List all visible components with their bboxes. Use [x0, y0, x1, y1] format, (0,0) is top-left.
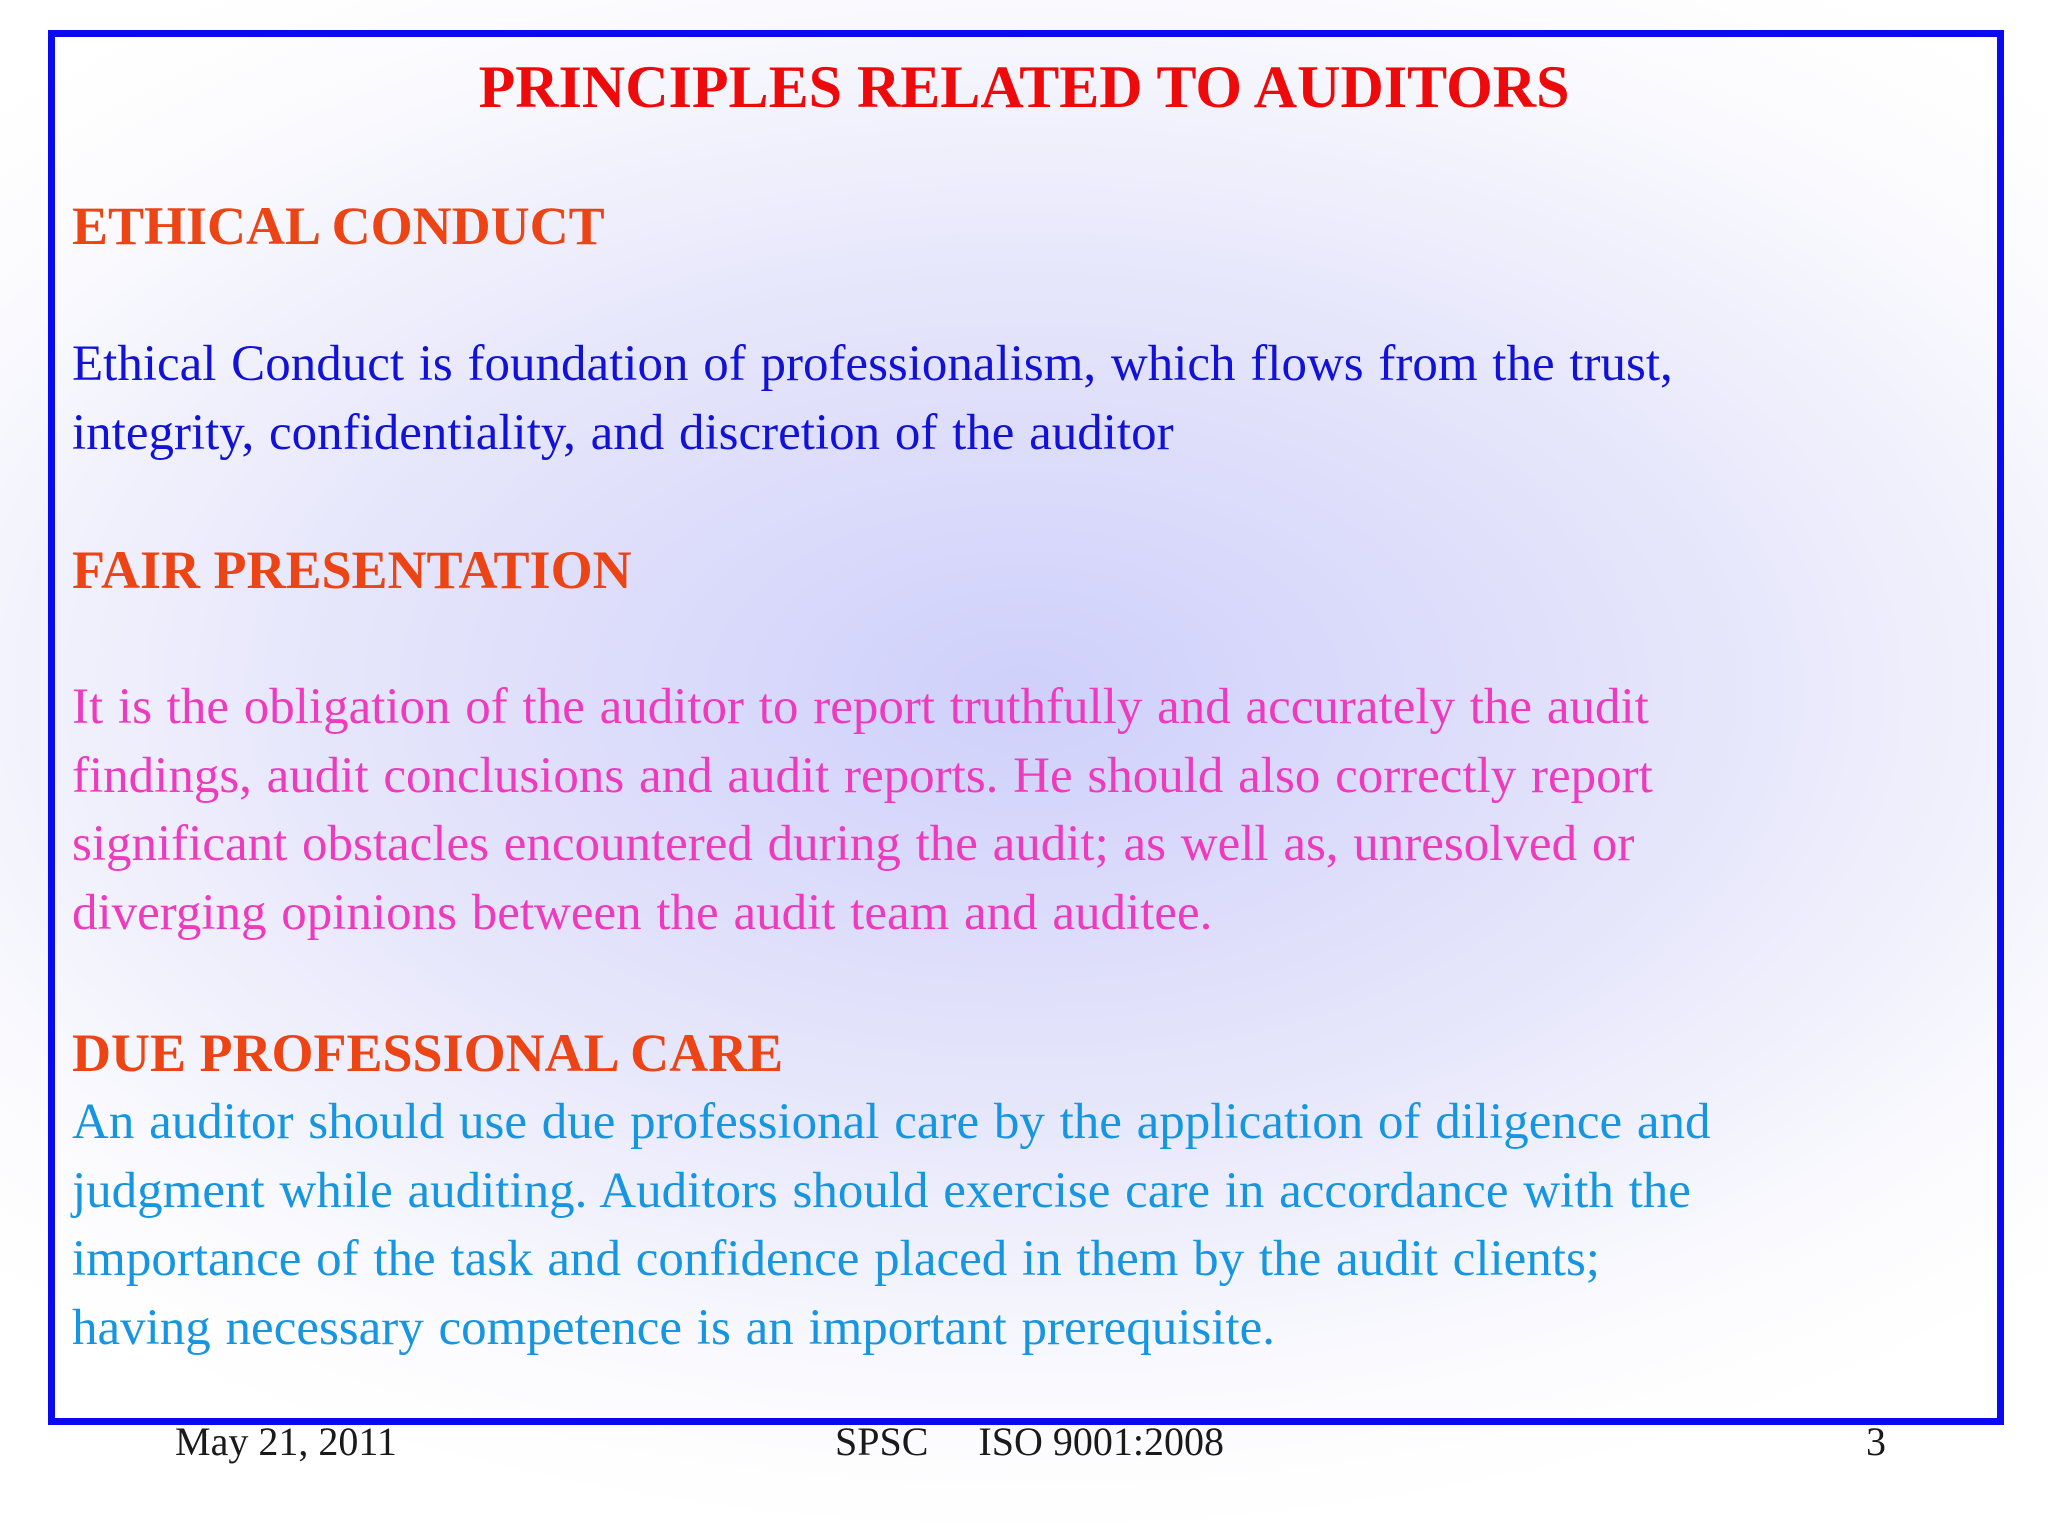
text-line: significant obstacles encountered during the audit; as well as, unresolved or — [72, 816, 1635, 872]
footer-page-number: 3 — [1866, 1419, 1886, 1464]
text-line: diverging opinions between the audit team and auditee. — [72, 884, 1213, 941]
heading-due-professional-care: DUE PROFESSIONAL CARE — [72, 1023, 784, 1083]
text-line: It is the obligation of the auditor to report truthfully and accurately the audit — [72, 679, 1649, 735]
text-line: An auditor should use due professional care by the application of diligence and — [72, 1094, 1711, 1150]
heading-ethical-conduct: ETHICAL CONDUCT — [72, 196, 605, 256]
text-line: Ethical Conduct is foundation of professionalism, which flows from the trust, — [72, 336, 1673, 392]
due-professional-care-text — [72, 1088, 1952, 1362]
text-line: integrity, confidentiality, and discretion of the auditor — [72, 404, 1174, 461]
heading-fair-presentation: FAIR PRESENTATION — [72, 540, 632, 600]
text-line: judgment while auditing. Auditors should exercise care in accordance with the — [72, 1162, 1691, 1219]
footer-date: May 21, 2011 — [175, 1419, 397, 1464]
ethical-conduct-text — [72, 330, 1952, 467]
text-line: findings, audit conclusions and audit reports. He should also correctly report — [72, 747, 1653, 804]
footer-center: SPSC ISO 9001:2008 — [835, 1419, 1224, 1464]
text-line: having necessary competence is an important prerequisite. — [72, 1299, 1275, 1356]
fair-presentation-text — [72, 673, 1952, 947]
slide-title: PRINCIPLES RELATED TO AUDITORS — [478, 54, 1570, 120]
text-line: importance of the task and confidence placed in them by the audit clients; — [72, 1231, 1600, 1287]
